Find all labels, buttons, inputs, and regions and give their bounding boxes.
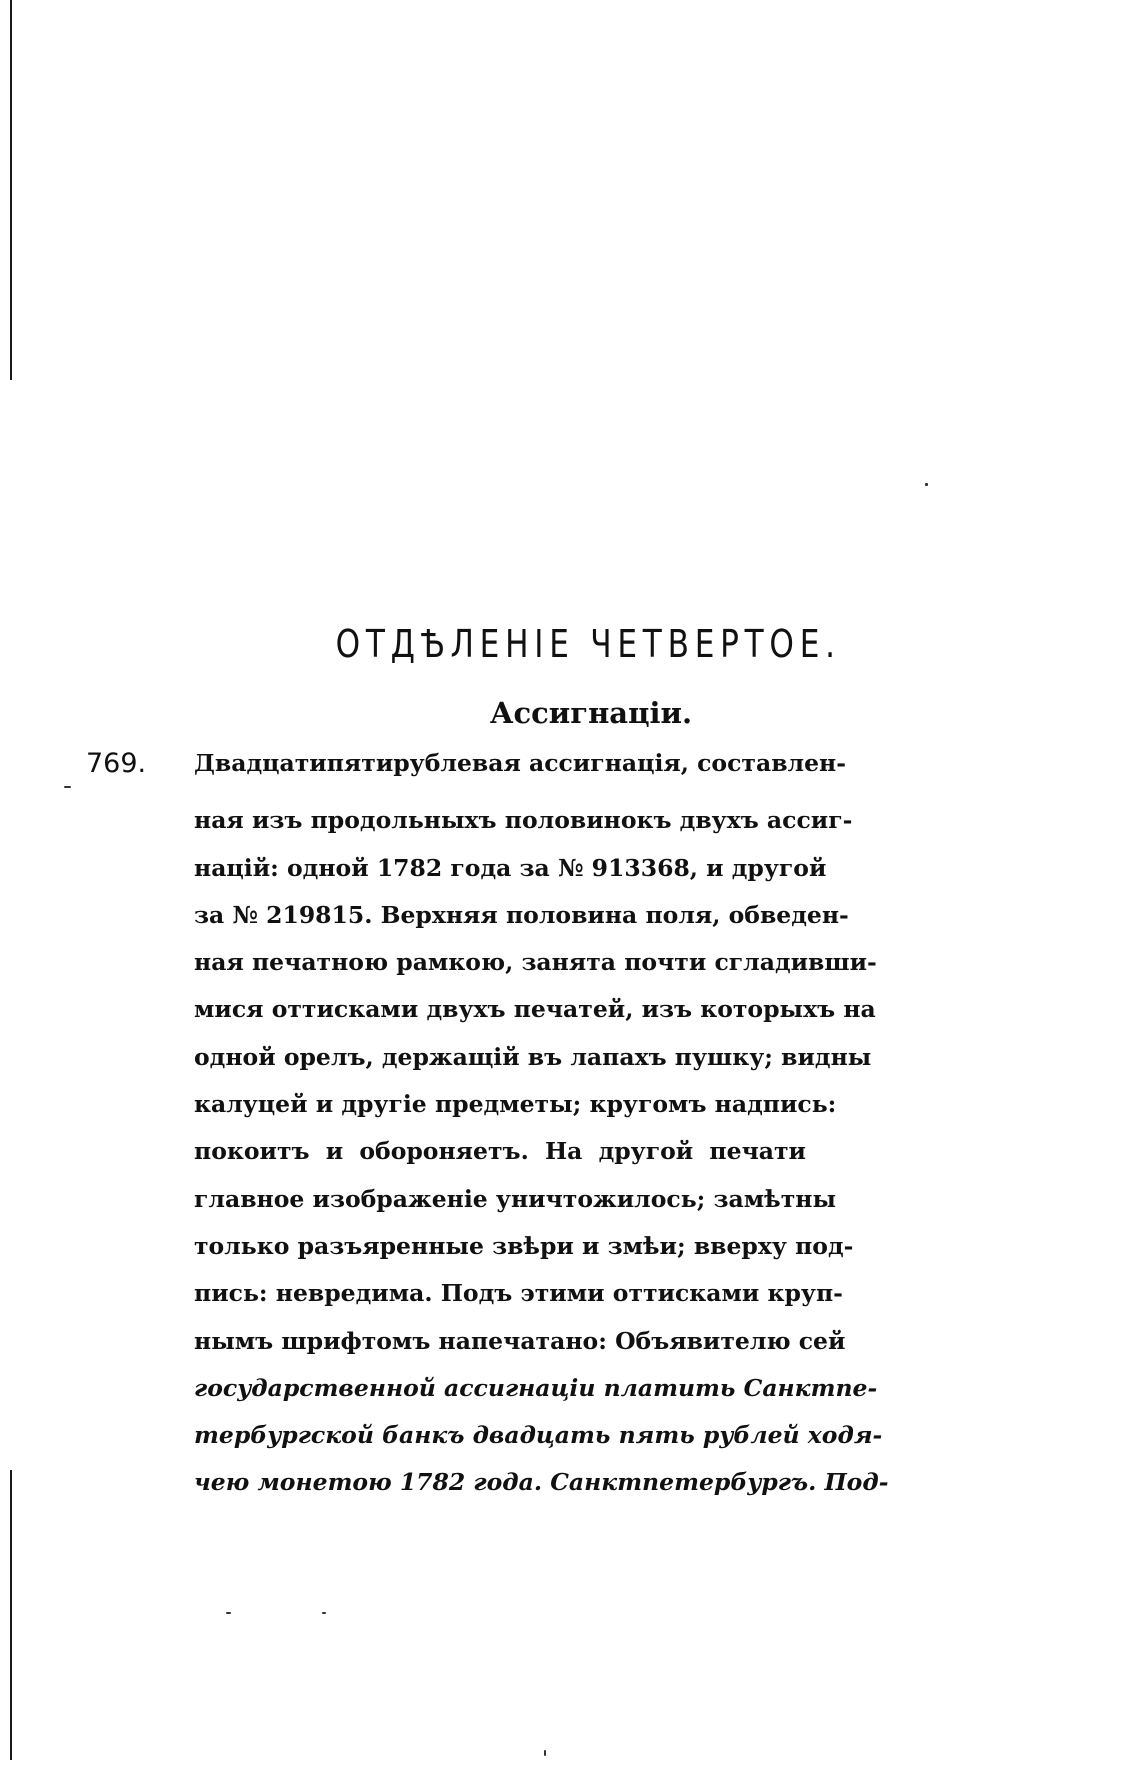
entry-line: главное изображеніе уничтожилось; замѣтны [194,1184,837,1213]
scan-speck [226,1612,231,1614]
entry-line: ная изъ продольныхъ половинокъ двухъ ассиг- [194,806,853,835]
entry-text [194,749,889,1507]
scan-speck [64,786,71,788]
scan-speck [322,1612,326,1614]
section-title: ОТДѢЛЕНІЕ ЧЕТВЕРТОЕ. [335,622,841,666]
entry-line: покоитъ и обороняетъ. На другой печати [194,1137,806,1166]
entry-line: калуцей и другіе предметы; кругомъ надпись: [194,1090,837,1119]
section-subtitle: Ассигнаціи. [489,696,693,730]
entry-line: чею монетою 1782 года. Санктпетербургъ. Под- [194,1468,889,1497]
entry-line: тербургской банкъ двадцать пять рублей ходя- [194,1421,883,1450]
entry-line: Двадцатипятирублевая ассигнація, составлен- [194,749,847,777]
entry-line: государственной ассигнаціи платить Санктпе- [194,1373,878,1402]
scan-edge-top [10,0,12,380]
scan-speck [925,483,928,486]
entry-line: мися оттисками двухъ печатей, изъ которыхъ на [194,995,876,1024]
entry-line: нымъ шрифтомъ напечатано: Объявителю сей [194,1326,846,1355]
scan-speck [544,1750,546,1756]
entry-number: 769. [86,748,147,779]
entry-line: ная печатною рамкою, занята почти сгладивши- [194,948,877,977]
scan-edge-bottom [10,1470,12,1760]
entry-line: одной орелъ, держащій въ лапахъ пушку; видны [194,1042,872,1071]
entry-line: пись: невредима. Подъ этими оттисками круп- [194,1279,843,1308]
entry-line: націй: одной 1782 года за № 913368, и другой [194,853,827,882]
entry-line: только разъяренные звѣри и змѣи; вверху под- [194,1231,854,1260]
entry-line: за № 219815. Верхняя половина поля, обведен- [194,900,849,929]
